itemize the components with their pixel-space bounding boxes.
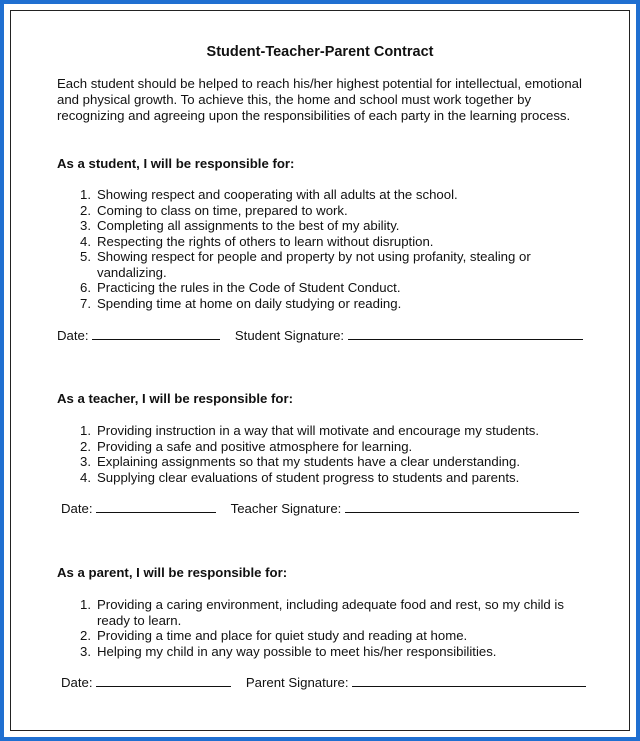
parent-signature-label: Parent Signature: <box>245 675 349 690</box>
list-item: 3. Helping my child in any way possible to meet his/her responsibilities. <box>80 643 497 659</box>
student-signature-label: Student Signature: <box>234 328 345 343</box>
date-label: Date: <box>57 328 89 343</box>
student-list <box>57 187 587 311</box>
list-item: 2. Providing a safe and positive atmosphere for learning. <box>80 438 413 454</box>
teacher-heading: As a teacher, I will be responsible for: <box>57 391 293 406</box>
list-item: 4. Respecting the rights of others to learn without disruption. <box>80 233 434 249</box>
list-item: 1. Providing instruction in a way that will motivate and encourage my students. <box>80 423 540 438</box>
list-item: 6. Practicing the rules in the Code of Student Conduct. <box>80 280 401 295</box>
parent-heading: As a parent, I will be responsible for: <box>57 565 288 580</box>
list-item: 5. Showing respect for people and property by not using profanity, stealing or vandalizing. <box>80 249 531 280</box>
teacher-list <box>57 423 587 485</box>
list-item: 4. Supplying clear evaluations of student progress to students and parents. <box>80 469 520 485</box>
list-item: 7. Spending time at home on daily studying or reading. <box>80 295 402 311</box>
document-title: Student-Teacher-Parent Contract <box>206 44 434 60</box>
student-signature-field[interactable] <box>348 328 583 340</box>
student-signature-row <box>57 328 583 343</box>
parent-signature-field[interactable] <box>352 675 586 687</box>
date-field[interactable] <box>92 328 220 340</box>
date-field[interactable] <box>96 501 216 513</box>
parent-signature-row <box>61 675 586 690</box>
list-item: 2. Providing a time and place for quiet study and reading at home. <box>80 628 468 643</box>
date-field[interactable] <box>96 675 231 687</box>
date-label: Date: <box>61 675 93 690</box>
student-heading: As a student, I will be responsible for: <box>57 156 295 171</box>
date-label: Date: <box>61 501 93 516</box>
teacher-signature-field[interactable] <box>345 501 579 513</box>
parent-list <box>57 597 587 659</box>
list-item: 2. Coming to class on time, prepared to work. <box>80 202 348 218</box>
teacher-signature-label: Teacher Signature: <box>230 501 342 516</box>
list-item: 1. Providing a caring environment, including adequate food and rest, so my child is ready to learn. <box>80 597 564 628</box>
teacher-signature-row <box>61 501 579 516</box>
list-item: 3. Explaining assignments so that my students have a clear understanding. <box>80 454 520 469</box>
intro-paragraph: Each student should be helped to reach his/her highest potential for intellectual, emotional and physical growth. To achieve this, the home and school must work together by recognizing and agreeing upon the responsibilities of each party in the learning process. <box>57 76 582 123</box>
list-item: 3. Completing all assignments to the best of my ability. <box>80 218 400 233</box>
list-item: 1. Showing respect and cooperating with all adults at the school. <box>80 187 458 202</box>
